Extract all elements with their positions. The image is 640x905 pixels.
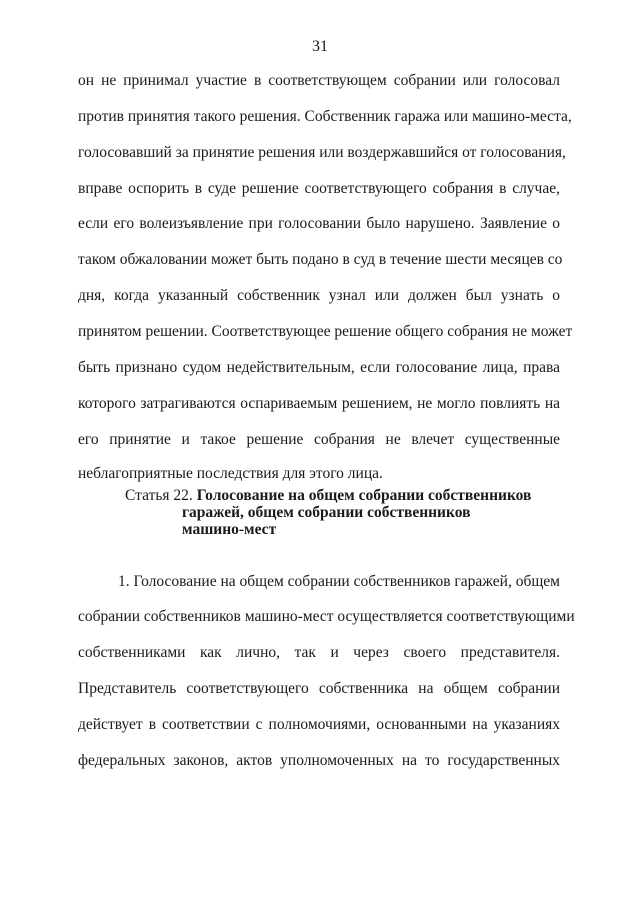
text-line: он не принимал участие в соответствующем собрании или голосовал [78, 72, 560, 89]
text-line: принятом решении. Соответствующее решение общего собрания не может [78, 323, 573, 340]
text-line: неблагоприятные последствия для этого лица. [78, 465, 383, 482]
text-line: Представитель соответствующего собственника на общем собрании [78, 680, 560, 697]
article-number: Статья 22. [125, 487, 193, 504]
text-line: таком обжаловании может быть подано в суд в течение шести месяцев со [78, 251, 563, 268]
article-title-line-2: гаражей, общем собрании собственников [182, 504, 471, 521]
text-line: если его волеизъявление при голосовании было нарушено. Заявление о [78, 215, 560, 232]
text-line: собственниками как лично, так и через своего представителя. [78, 644, 560, 661]
text-line: 1. Голосование на общем собрании собственников гаражей, общем [118, 573, 560, 590]
text-line: федеральных законов, актов уполномоченных на то государственных [78, 752, 560, 769]
text-line: которого затрагиваются оспариваемым решением, не могло повлиять на [78, 395, 560, 412]
article-title-line-1: Голосование на общем собрании собственников [196, 487, 532, 504]
text-line: его принятие и такое решение собрания не влечет существенные [78, 431, 560, 448]
text-line: вправе оспорить в суде решение соответствующего собрания в случае, [78, 180, 560, 197]
page-number: 31 [312, 38, 328, 55]
text-line: голосовавший за принятие решения или воздержавшийся от голосования, [78, 144, 566, 161]
article-heading [125, 487, 531, 538]
text-line: дня, когда указанный собственник узнал или должен был узнать о [78, 287, 560, 304]
article-title-line-3: машино-мест [182, 521, 277, 538]
text-line: собрании собственников машино-мест осуществляется соответствующими [78, 608, 575, 625]
text-line: действует в соответствии с полномочиями, основанными на указаниях [78, 716, 560, 733]
text-line: быть признано судом недействительным, если голосование лица, права [78, 359, 560, 376]
text-line: против принятия такого решения. Собственник гаража или машино-места, [78, 108, 572, 125]
